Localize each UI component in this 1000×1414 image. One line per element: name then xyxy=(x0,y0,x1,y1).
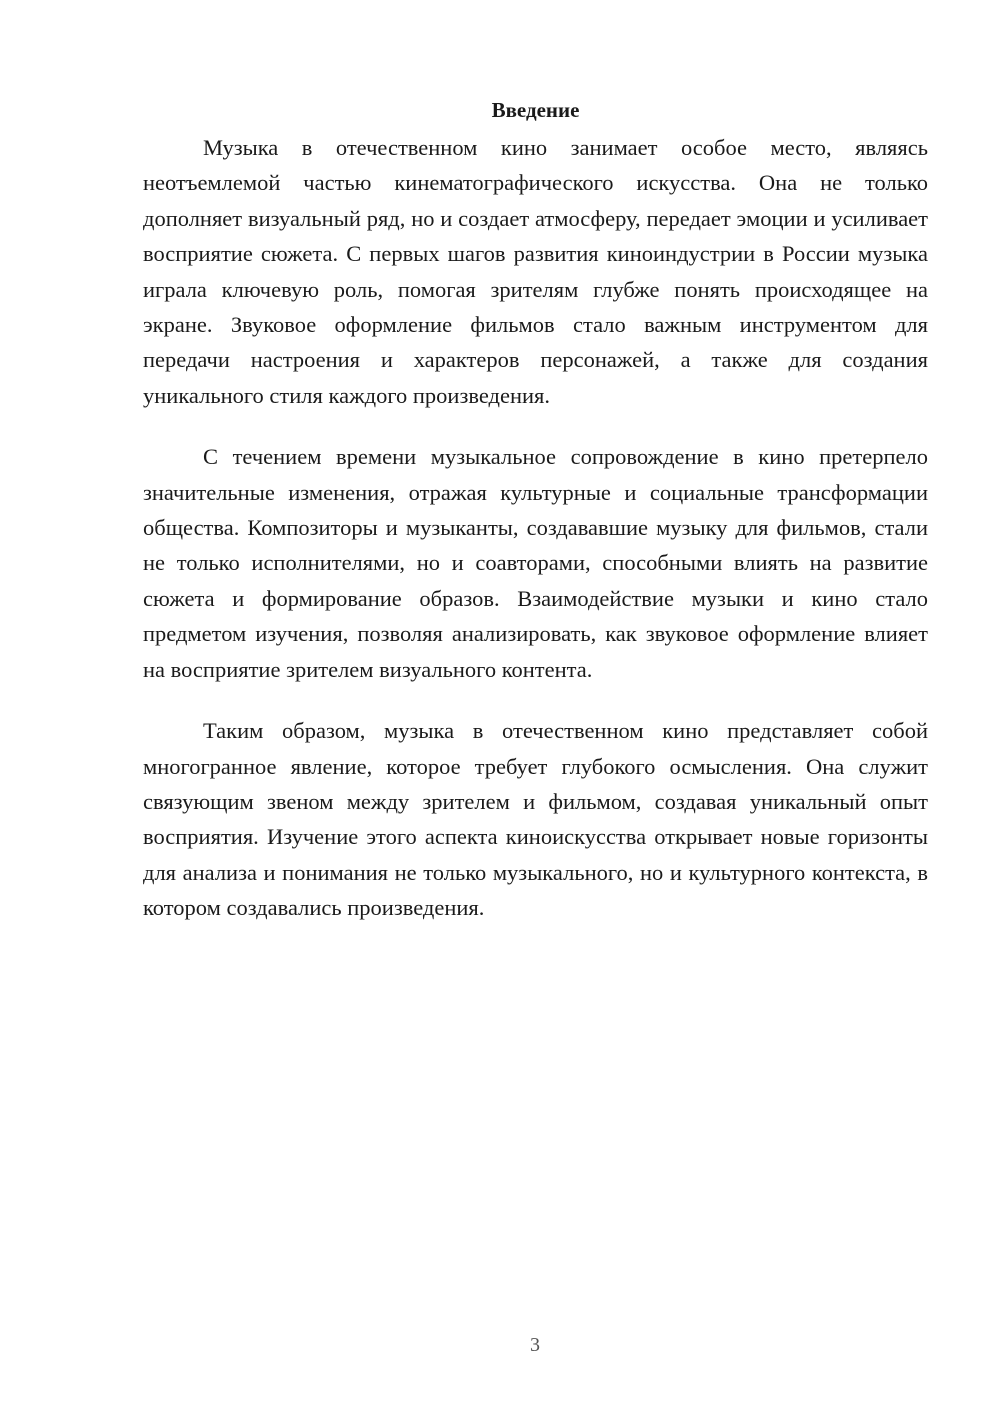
paragraph-2: С течением времени музыкальное сопровождение в кино претерпело значительные изменения, отражая культурные и социальные трансформации общества. Композиторы и музыканты, создававшие музыку для фильмов, стали не только исполнителями, но и соавторами, способными влиять на развитие сюжета и формирование образов. Взаимодействие музыки и кино стало предметом изучения, позволяя анализировать, как звуковое оформление влияет на восприятие зрителем визуального контента. xyxy=(143,444,928,682)
section-title: Введение xyxy=(491,98,580,122)
page-number: 3 xyxy=(530,1334,540,1356)
paragraph-3: Таким образом, музыка в отечественном кино представляет собой многогранное явление, которое требует глубокого осмысления. Она служит связующим звеном между зрителем и фильмом, создавая уникальный опыт восприятия. Изучение этого аспекта киноискусства открывает новые горизонты для анализа и понимания не только музыкального, но и культурного контекста, в котором создавались произведения. xyxy=(143,718,928,921)
page-content xyxy=(143,92,928,952)
paragraph-1: Музыка в отечественном кино занимает особое место, являясь неотъемлемой частью кинематографического искусства. Она не только дополняет визуальный ряд, но и создает атмосферу, передает эмоции и усиливает восприятие сюжета. С первых шагов развития киноиндустрии в России музыка играла ключевую роль, помогая зрителям глубже понять происходящее на экране. Звуковое оформление фильмов стало важным инструментом для передачи настроения и характеров персонажей, а также для создания уникального стиля каждого произведения. xyxy=(143,135,928,408)
